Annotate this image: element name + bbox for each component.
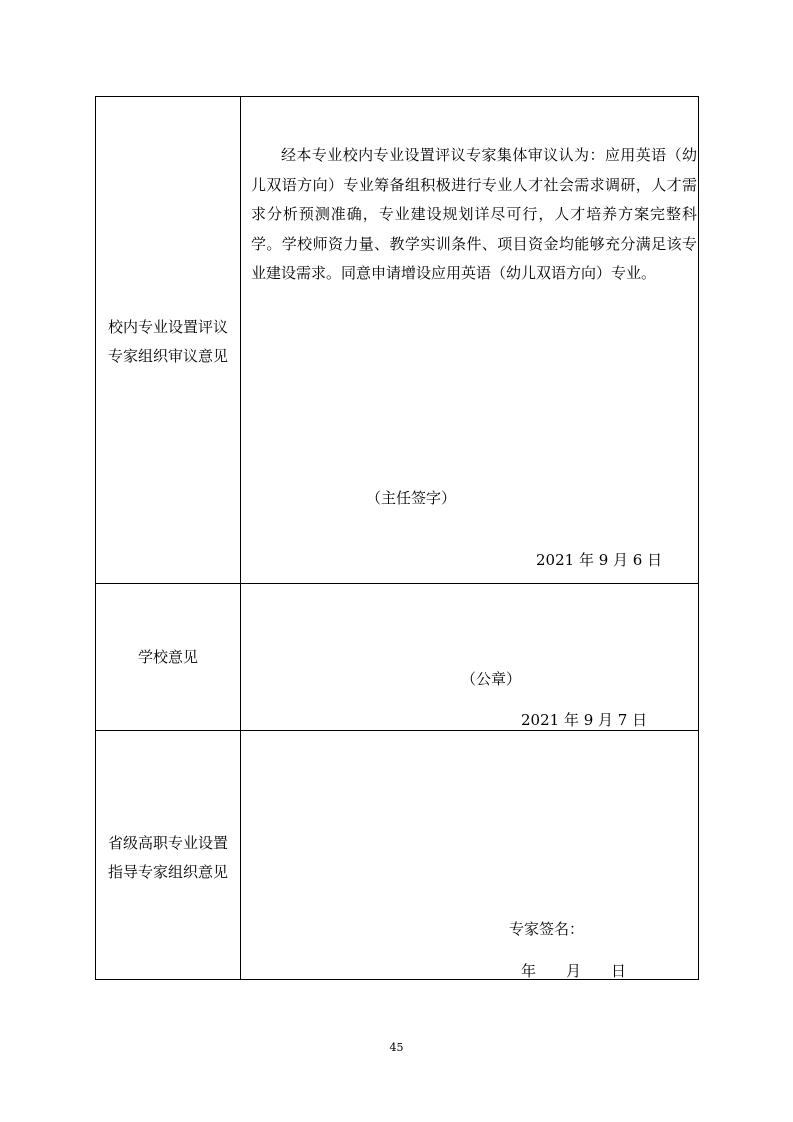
official-seal-label: （公章） xyxy=(461,670,522,688)
provincial-date-blank: 年 月 日 xyxy=(521,962,627,980)
page-number: 45 xyxy=(389,1041,404,1054)
expert-signature-label: 专家签名： xyxy=(509,920,585,938)
label-line: 省级高职专业设置 xyxy=(107,834,228,852)
label-line: 校内专业设置评议 xyxy=(107,318,228,336)
review-date: 2021 年 9 月 6 日 xyxy=(536,551,663,569)
label-line: 指导专家组织意见 xyxy=(107,863,228,881)
row-label-provincial-expert xyxy=(96,829,240,887)
opinion-table xyxy=(95,96,699,980)
school-opinion-date: 2021 年 9 月 7 日 xyxy=(521,711,648,729)
label-line: 专家组织审议意见 xyxy=(107,347,228,365)
label-line: 学校意见 xyxy=(137,648,198,666)
row-divider xyxy=(96,730,698,731)
review-opinion-text: 经本专业校内专业设置评议专家集体审议认为：应用英语（幼儿双语方向）专业筹备组积极进行专业人才社会需求调研，人才需求分析预测准确，专业建设规划详尽可行，人才培养方案完整科学。学校师资力量、教学实训条件、项目资金均能够充分满足该专业建设需求。同意申请增设应用英语（幼儿双语方向）专业。 xyxy=(251,146,697,282)
row-label-school-opinion xyxy=(96,643,240,672)
row-divider xyxy=(96,583,698,584)
row-label-school-expert-review xyxy=(96,313,240,371)
column-divider xyxy=(240,97,241,979)
director-signature-label: （主任签字） xyxy=(366,489,457,507)
